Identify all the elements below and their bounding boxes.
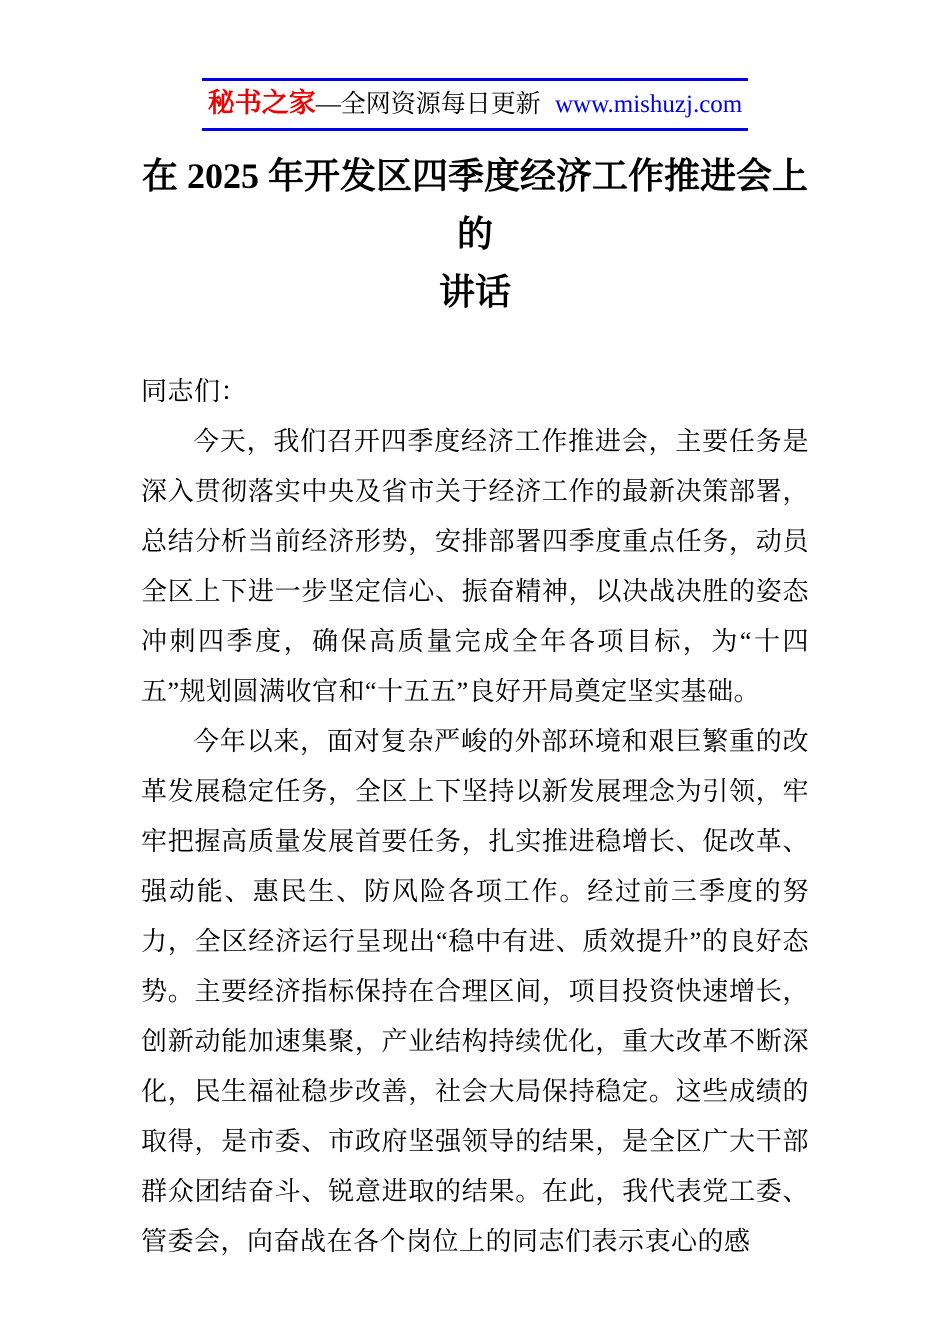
document-title <box>125 147 825 321</box>
document-title-line2: 讲话 <box>438 272 511 312</box>
paragraph-salutation: 同志们： <box>141 377 248 406</box>
header <box>0 0 950 131</box>
site-brand: 秘书之家 <box>207 88 316 118</box>
site-header-banner <box>202 78 749 131</box>
site-url-link[interactable]: www.mishuzj.com <box>555 91 743 118</box>
document-body <box>141 367 809 1267</box>
document-title-line1: 在 2025 年开发区四季度经济工作推进会上的 <box>141 156 808 254</box>
paragraph-2: 今年以来，面对复杂严峻的外部环境和艰巨繁重的改革发展稳定任务，全区上下坚持以新发展理念为引领，牢牢把握高质量发展首要任务，扎实推进稳增长、促改革、强动能、惠民生、防风险各项工作。经过前三季度的努力，全区经济运行呈现出“稳中有进、质效提升”的良好态势。主要经济指标保持在合理区间，项目投资快速增长，创新动能加速集聚，产业结构持续优化，重大改革不断深化，民生福祉稳步改善，社会大局保持稳定。这些成绩的取得，是市委、市政府坚强领导的结果，是全区广大干部群众团结奋斗、锐意进取的结果。在此，我代表党工委、管委会，向奋战在各个岗位上的同志们表示衷心的感 <box>141 727 809 1256</box>
paragraph-1: 今天，我们召开四季度经济工作推进会，主要任务是深入贯彻落实中央及省市关于经济工作的最新决策部署，总结分析当前经济形势，安排部署四季度重点任务，动员全区上下进一步坚定信心、振奋精神，以决战决胜的姿态冲刺四季度，确保高质量完成全年各项目标，为“十四五”规划圆满收官和“十五五”良好开局奠定坚实基础。 <box>141 427 809 706</box>
site-tagline: —全网资源每日更新 <box>315 91 541 118</box>
